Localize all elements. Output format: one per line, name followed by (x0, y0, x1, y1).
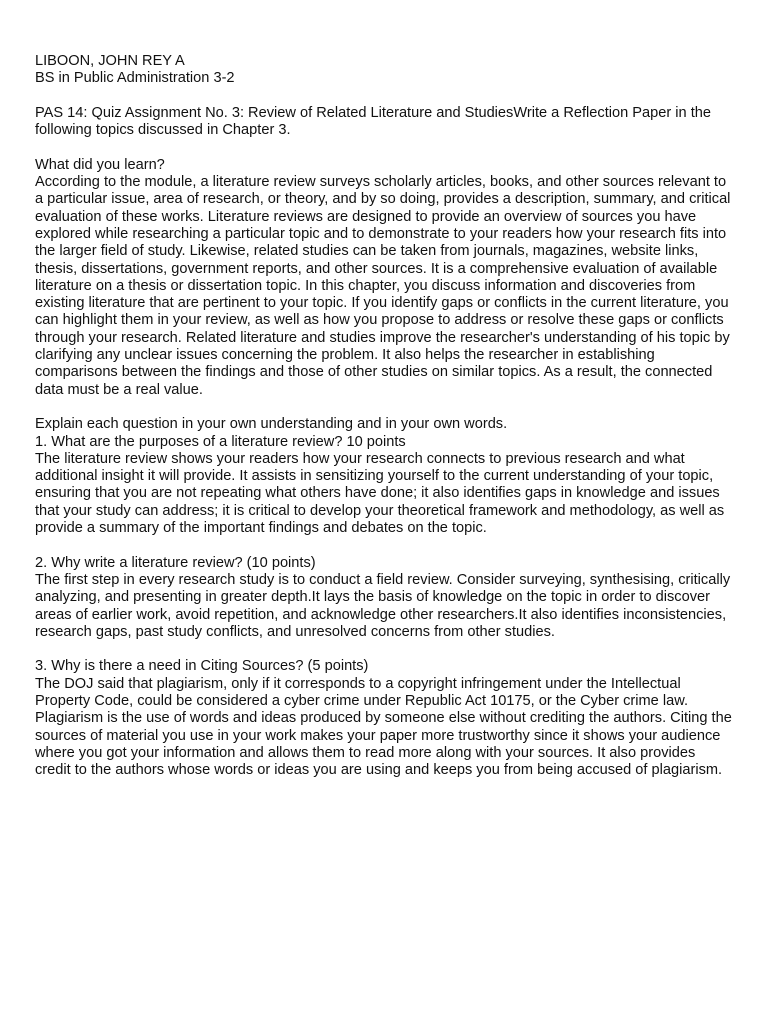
student-name: LIBOON, JOHN REY A (35, 53, 185, 69)
question-1-section (35, 416, 735, 537)
question-2-section (35, 555, 735, 641)
question-2-answer: The first step in every research study is to conduct a field review. Consider surveying, synthesising, critically analyzing, and presenting in greater depth.It lays the basis of knowledge on the topic in order to discover areas of earlier work, avoid repetition, and acknowledge other researchers.It also identifies inconsistencies, research gaps, past study conflicts, and unresolved concerns from other studies. (35, 571, 731, 640)
student-header (35, 53, 735, 88)
question-3-heading: 3. Why is there a need in Citing Sources? (5 points) (35, 658, 369, 675)
question-1-heading: 1. What are the purposes of a literature review? 10 points (35, 433, 406, 450)
question-1-answer: The literature review shows your readers how your research connects to previous research and what additional insight it will provide. It assists in sensitizing yourself to the current understanding of your topic, ensuring that you are not repeating what others have done; it also identifies gaps in knowledge and issues that your study can address; it is critical to develop your theoretical framework and methodology, as well as provide a summary of the important findings and debates on the topic. (35, 450, 725, 537)
question-3-section (35, 658, 735, 779)
assignment-title: PAS 14: Quiz Assignment No. 3: Review of Related Literature and StudiesWrite a Reflection Paper in the following topics discussed in Chapter 3. (35, 104, 711, 139)
question-3-answer: The DOJ said that plagiarism, only if it corresponds to a copyright infringement under the Intellectual Property Code, could be considered a cyber crime under Republic Act 10175, or the Cyber crime law. Plagiarism is the use of words and ideas produced by someone else without crediting the authors. Citing the sources of material you use in your work makes your paper more trustworthy since it shows your audience where you got your information and allows them to read more along with your sources. It also provides credit to the authors whose words or ideas you are using and keeps you from being accused of plagiarism. (35, 675, 732, 779)
student-program: BS in Public Administration 3-2 (35, 70, 235, 87)
question-2-heading: 2. Why write a literature review? (10 points) (35, 554, 316, 571)
learn-answer: According to the module, a literature review surveys scholarly articles, books, and other sources relevant to a particular issue, area of research, or theory, and by so doing, provides a description, summary, and critical evaluation of these works. Literature reviews are designed to provide an overview of sources you have explored while researching a particular topic and to demonstrate to your readers how your research fits into the larger field of study. Likewise, related studies can be taken from journals, magazines, website links, thesis, dissertations, government reports, and other sources. It is a comprehensive evaluation of available literature on a thesis or dissertation topic. In this chapter, you discuss information and discoveries from existing literature that are pertinent to your topic. If you identify gaps or conflicts in the current literature, you can highlight them in your review, as well as how you propose to address or resolve these gaps or conflicts through your research. Related literature and studies improve the researcher's understanding of his topic by clarifying any unclear issues concerning the problem. It also helps the researcher in establishing comparisons between the findings and those of other studies on similar topics. As a result, the connected data must be a real value. (35, 174, 731, 398)
instructions-text: Explain each question in your own understanding and in your own words. (35, 416, 508, 433)
assignment-section (35, 105, 735, 140)
learn-section (35, 157, 735, 399)
learn-question: What did you learn? (35, 156, 165, 173)
document-page (35, 53, 735, 797)
